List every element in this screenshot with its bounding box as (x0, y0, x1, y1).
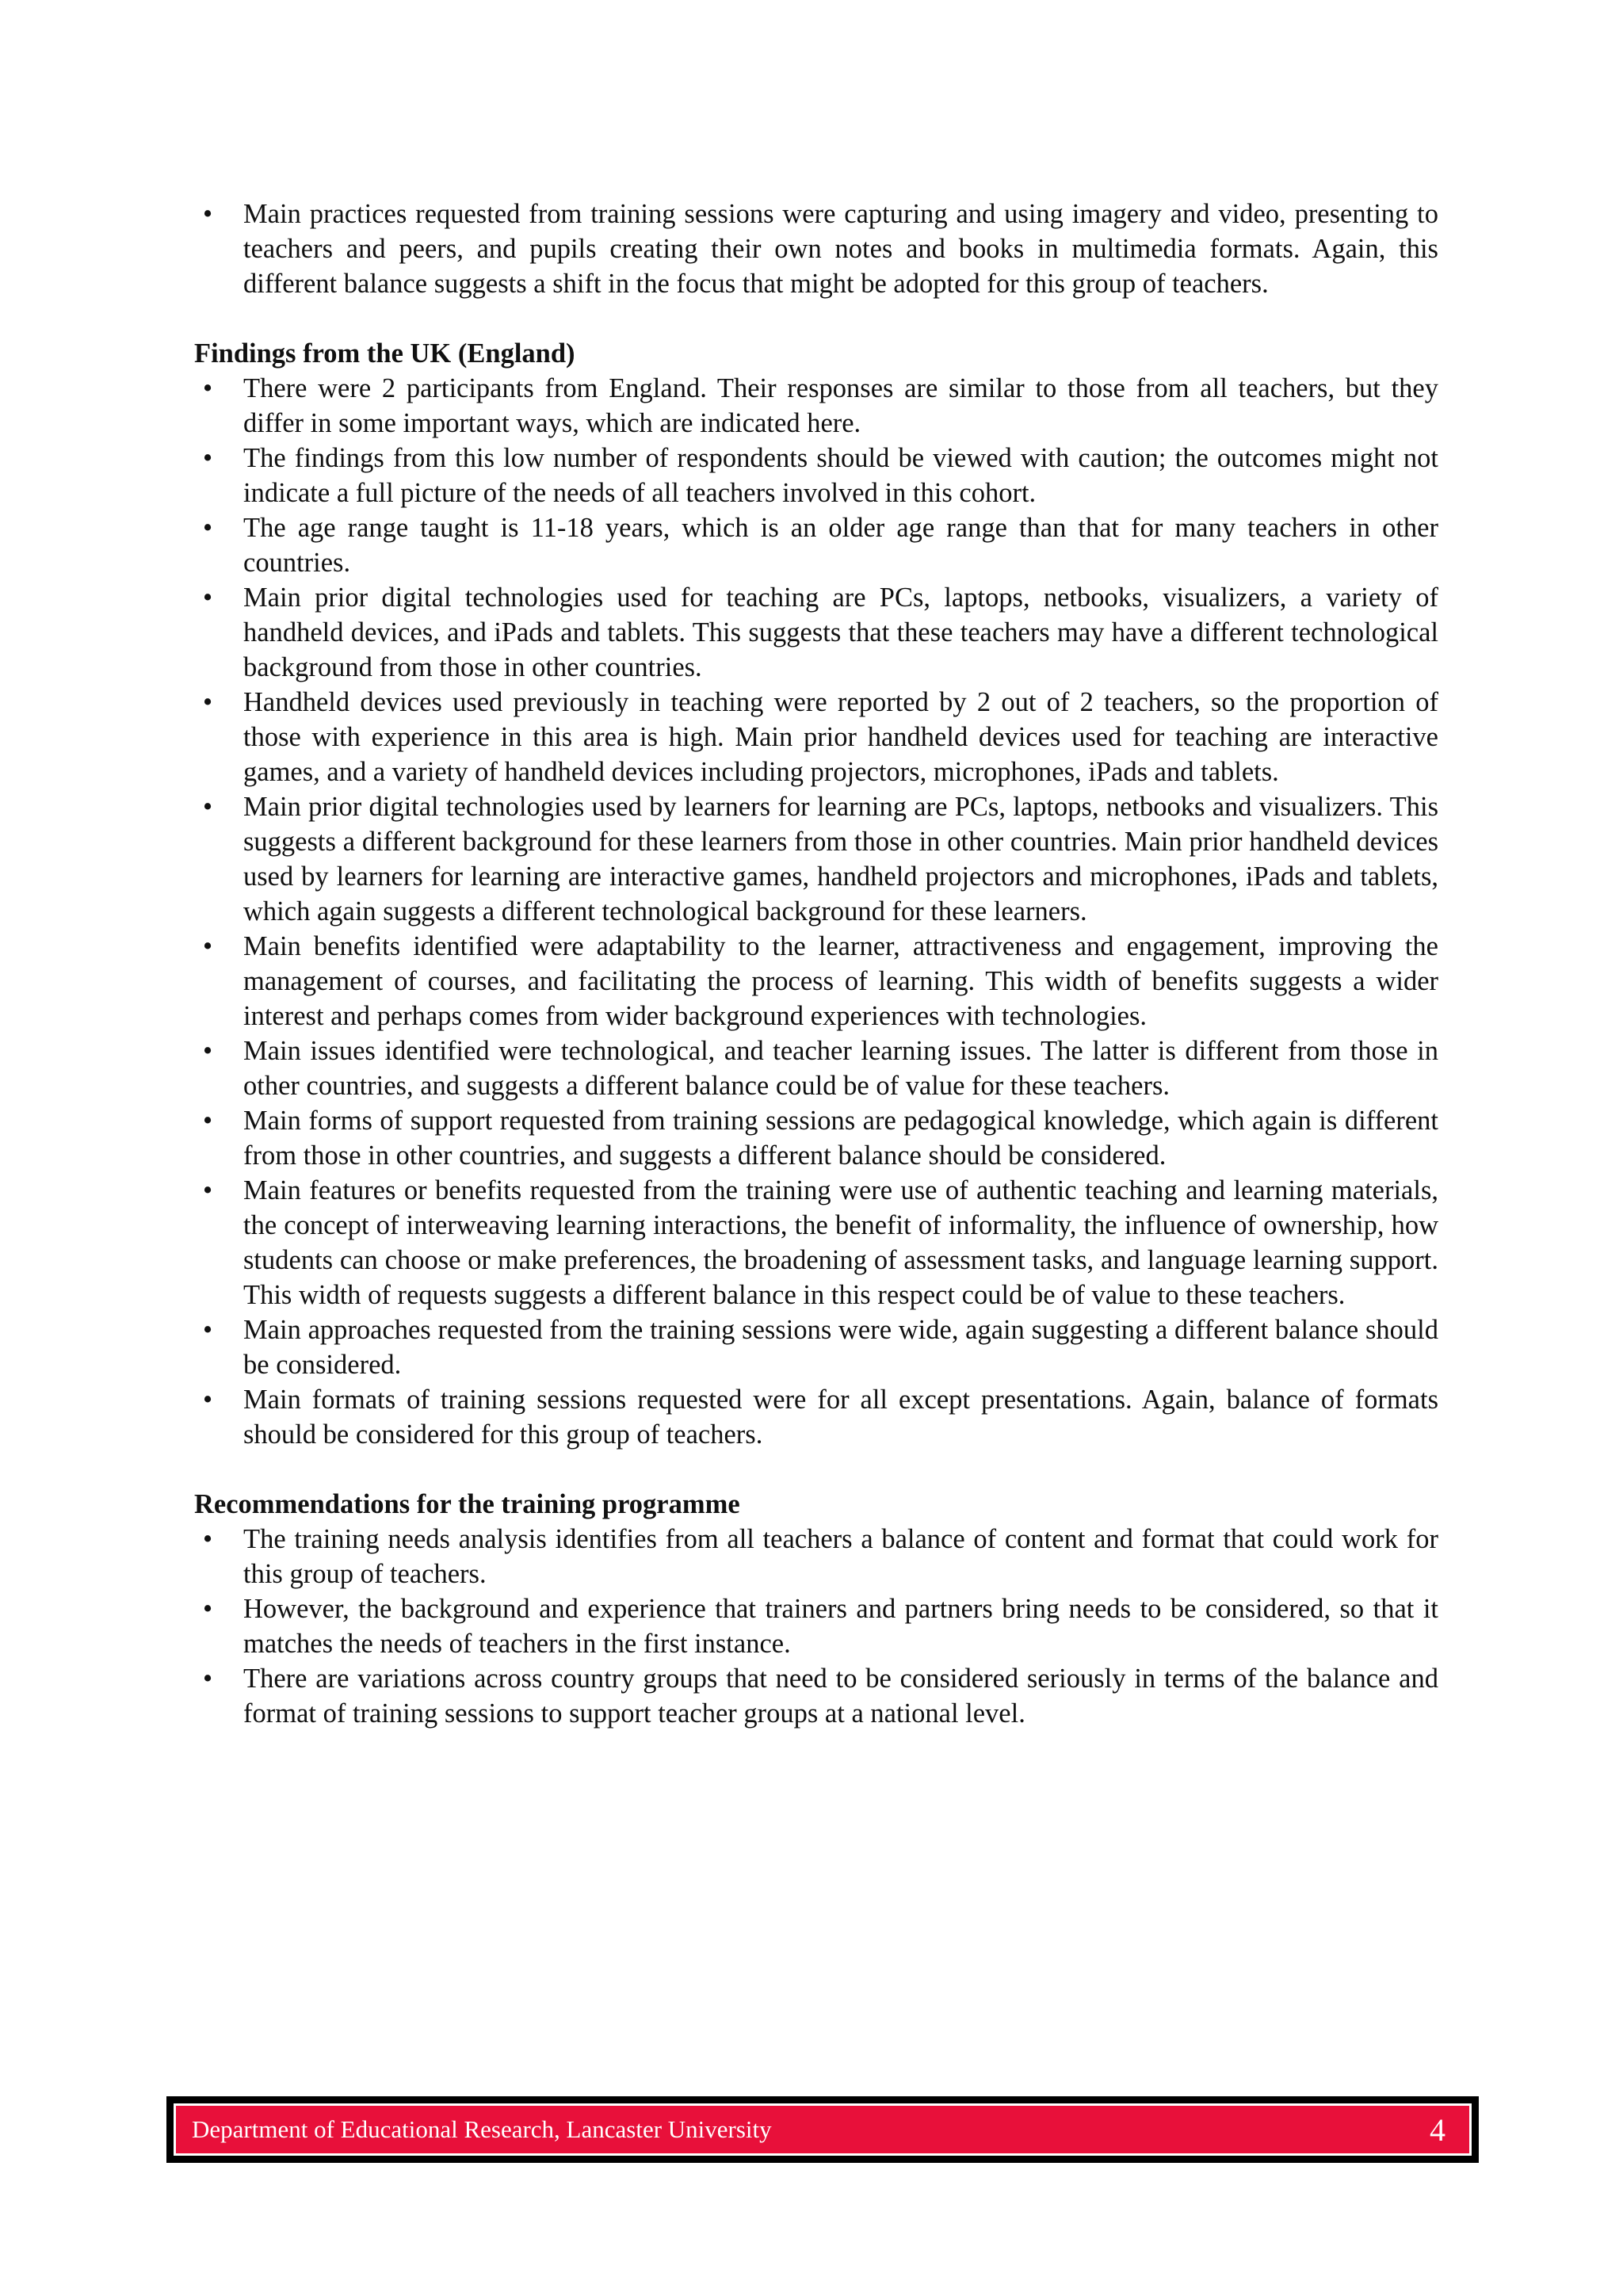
list-item-text: The training needs analysis identifies from all teachers a balance of content and format that could work for this group of teachers. (243, 1524, 1438, 1589)
list-item-text: Main forms of support requested from training sessions are pedagogical knowledge, which again is different from those in other countries, and suggests a different balance should be considered. (243, 1106, 1438, 1171)
bullet-icon: • (202, 199, 213, 229)
list-item-text: Main approaches requested from the training sessions were wide, again suggesting a different balance should be considered. (243, 1315, 1438, 1380)
list-item (194, 1312, 1438, 1382)
list-item (194, 789, 1438, 929)
list-item (194, 580, 1438, 685)
list-item-text: Main practices requested from training sessions were capturing and using imagery and video, presenting to teachers and peers, and pupils creating their own notes and books in multimedia formats. Again, this different balance suggests a shift in the focus that might be adopted for this group of teachers. (243, 199, 1438, 299)
bullet-icon: • (202, 1175, 213, 1205)
intro-bullet-list (194, 197, 1438, 301)
list-item-text: There were 2 participants from England. Their responses are similar to those from all teachers, but they differ in some important ways, which are indicated here. (243, 373, 1438, 438)
page-footer (166, 2096, 1479, 2163)
footer-band (174, 2103, 1472, 2156)
list-item (194, 197, 1438, 301)
bullet-icon: • (202, 443, 213, 473)
bullet-icon: • (202, 1385, 213, 1415)
bullet-icon: • (202, 373, 213, 403)
list-item (194, 685, 1438, 789)
page-content (194, 197, 1438, 1731)
bullet-icon: • (202, 1664, 213, 1694)
list-item (194, 371, 1438, 441)
list-item-text: However, the background and experience that trainers and partners bring needs to be considered, so that it matches the needs of teachers in the first instance. (243, 1594, 1438, 1659)
list-item-text: Main prior digital technologies used for teaching are PCs, laptops, netbooks, visualizers, a variety of handheld devices, and iPads and tablets. This suggests that these teachers may have a different technological background from those in other countries. (243, 583, 1438, 682)
list-item-text: The age range taught is 11-18 years, which is an older age range than that for many teachers in other countries. (243, 513, 1438, 578)
list-item (194, 1103, 1438, 1173)
list-item-text: Main prior digital technologies used by learners for learning are PCs, laptops, netbooks and visualizers. This suggests a different background for these learners from those in other countries. Main prior handheld devices used by learners for learning are interactive games, handheld projectors and microphones, iPads and tablets, which again suggests a different technological background for these learners. (243, 792, 1438, 926)
list-item (194, 510, 1438, 580)
recommendations-list (194, 1522, 1438, 1731)
footer-institution-text: Department of Educational Research, Lancaster University (192, 2115, 772, 2143)
list-item-text: Main features or benefits requested from the training were use of authentic teaching and learning materials, the concept of interweaving learning interactions, the benefit of informality, the influence of ownership, how students can choose or make preferences, the broadening of assessment tasks, and language learning support. This width of requests suggests a different balance in this respect could be of value to these teachers. (243, 1175, 1438, 1310)
bullet-icon: • (202, 792, 213, 822)
bullet-icon: • (202, 583, 213, 613)
list-item-text: Main benefits identified were adaptability to the learner, attractiveness and engagement, improving the management of courses, and facilitating the process of learning. This width of benefits suggests a wider interest and perhaps comes from wider background experiences with technologies. (243, 931, 1438, 1031)
list-item (194, 1522, 1438, 1591)
list-item-text: Main issues identified were technological, and teacher learning issues. The latter is different from those in other countries, and suggests a different balance could be of value for these teachers. (243, 1036, 1438, 1101)
bullet-icon: • (202, 513, 213, 543)
list-item-text: There are variations across country groups that need to be considered seriously in terms of the balance and format of training sessions to support teacher groups at a national level. (243, 1664, 1438, 1729)
list-item (194, 929, 1438, 1033)
list-item (194, 441, 1438, 510)
bullet-icon: • (202, 1594, 213, 1624)
bullet-icon: • (202, 1524, 213, 1554)
bullet-icon: • (202, 1036, 213, 1066)
list-item (194, 1591, 1438, 1661)
recommendations-heading: Recommendations for the training programme (194, 1489, 740, 1519)
list-item-text: Handheld devices used previously in teaching were reported by 2 out of 2 teachers, so the proportion of those with experience in this area is high. Main prior handheld devices used for teaching are interactive games, and a variety of handheld devices including projectors, microphones, iPads and tablets. (243, 687, 1438, 787)
list-item-text: Main formats of training sessions requested were for all except presentations. Again, balance of formats should be considered for this group of teachers. (243, 1385, 1438, 1450)
uk-findings-heading: Findings from the UK (England) (194, 338, 575, 369)
list-item (194, 1661, 1438, 1731)
bullet-icon: • (202, 1106, 213, 1136)
list-item-text: The findings from this low number of respondents should be viewed with caution; the outcomes might not indicate a full picture of the needs of all teachers involved in this cohort. (243, 443, 1438, 508)
list-item (194, 1173, 1438, 1312)
list-item (194, 1382, 1438, 1452)
bullet-icon: • (202, 687, 213, 717)
uk-findings-list (194, 371, 1438, 1452)
list-item (194, 1033, 1438, 1103)
page-number: 4 (1430, 2111, 1445, 2148)
bullet-icon: • (202, 931, 213, 961)
bullet-icon: • (202, 1315, 213, 1345)
